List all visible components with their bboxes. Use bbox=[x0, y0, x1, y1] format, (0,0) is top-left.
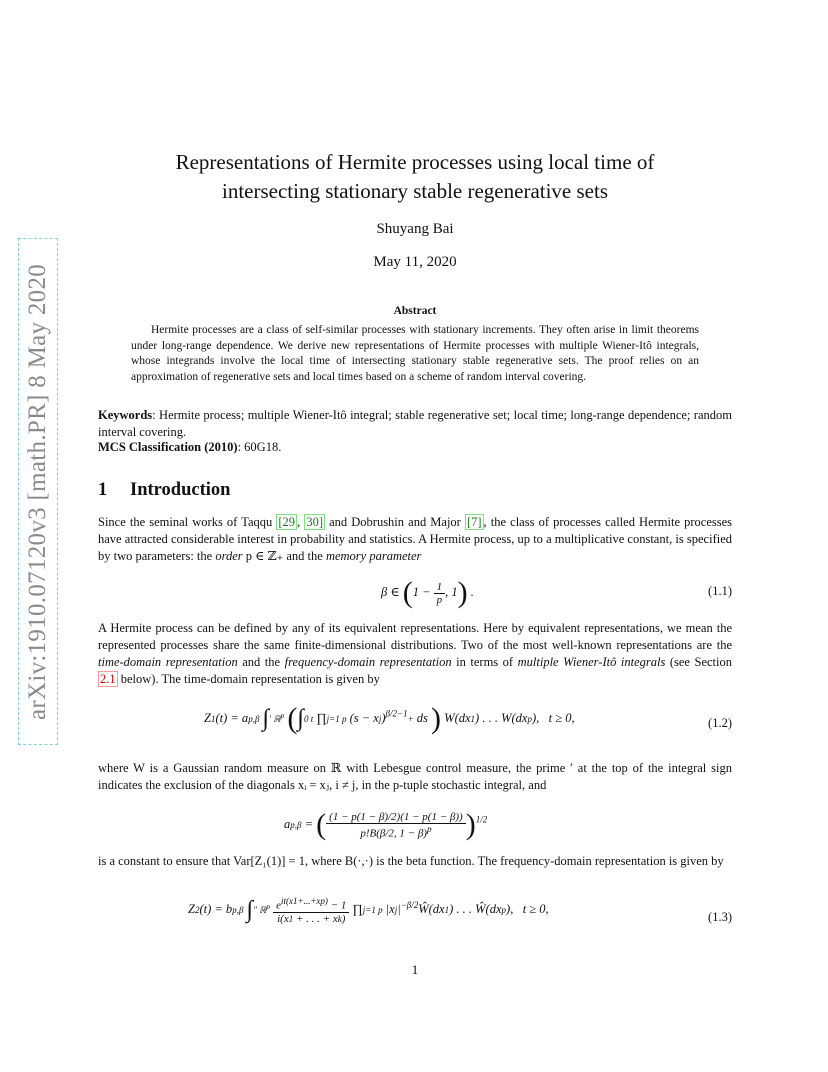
p2-frequency-domain: frequency-domain representation bbox=[284, 655, 452, 669]
p2-mwi: multiple Wiener-Itô integrals bbox=[517, 655, 666, 669]
p2-text-b: and the bbox=[237, 655, 285, 669]
equation-tag: (1.1) bbox=[708, 584, 732, 598]
equation-tag: (1.3) bbox=[708, 910, 732, 924]
paragraph-1: Since the seminal works of Taqqu [29 , 30] and Dobrushin and Major [7] , the class of processes called Hermite processes have attracted considerable interest in probability and statistics. A Hermite process, up to a multiplicative constant, is specified by two parameters: the order p ∈ ℤ₊ and the memory parameter bbox=[98, 515, 733, 563]
msc-text: : 60G18. bbox=[237, 440, 282, 454]
p1-text-d: p ∈ ℤ₊ and the bbox=[242, 549, 326, 563]
p2-time-domain: time-domain representation bbox=[98, 655, 238, 669]
section-title: Introduction bbox=[130, 480, 231, 500]
date: May 11, 2020 bbox=[373, 254, 457, 270]
abstract-heading: Abstract bbox=[393, 305, 437, 317]
p1-text-a: Since the seminal works of Taqqu bbox=[98, 515, 277, 529]
author: Shuyang Bai bbox=[376, 221, 454, 237]
equation-1-1: β ∈ (1 − $\frac{1}{p}$ , 1) . (1.1) bbox=[381, 576, 732, 609]
keywords-text: : Hermite process; multiple Wiener-Itô integral; stable regenerative set; local time; long-range dependence; random interval covering. bbox=[98, 408, 732, 439]
section-number: 1 bbox=[98, 480, 108, 500]
paper-title bbox=[98, 148, 732, 206]
citation-link[interactable]: [29 bbox=[278, 515, 296, 529]
title-line-2: intersecting stationary stable regenerative sets bbox=[221, 179, 609, 203]
page-number: 1 bbox=[411, 962, 419, 977]
equation-1-2: Z1(t) = ap,β ∫′ ℝ$^p$ (∫0 t ∏j=1 p (s − xj)$^{\beta/2-1}$+ ds ) W(dx1) . . . W(dxp), t ≥ 0, (1.2) bbox=[204, 702, 732, 735]
arxiv-stamp-text: arXiv:1910.07120v3 [math.PR] 8 May 2020 bbox=[24, 263, 51, 720]
p2-text-c: in terms of bbox=[451, 655, 518, 669]
p2-text-e: below). The time-domain representation is given by bbox=[117, 672, 380, 686]
paragraph-4: is a constant to ensure that Var[Z₁(1)] = 1, where B(·,·) is the beta function. The frequency-domain representation is given by bbox=[98, 854, 724, 868]
equation-1-3: Z2(t) = bp,β ∫″ ℝ$^p$ $\frac{e^{it(x1+...+xp)} - 1}{i(x1 + . . . + xk)}$ ∏j=1 p $|xj|^{-\beta/2}Ŵ(dx1)$ . . . Ŵ(dxp), t ≥ 0, (1.3) bbox=[188, 896, 732, 925]
p1-order: order bbox=[215, 549, 243, 563]
p1-text-b: and Dobrushin and Major bbox=[324, 515, 465, 529]
equation-constant: ap,β = ( $\frac{(1 - p(1 - \beta)/2)(1 - p(1 - \beta))}{p!B(\beta/2, 1 - \beta)^p}$ )$^{1/2}$ bbox=[284, 808, 488, 841]
title-line-1: Representations of Hermite processes using local time of bbox=[175, 150, 655, 174]
paragraph-3: where W is a Gaussian random measure on ℝ with Lebesgue control measure, the prime ′ at the top of the integral sign indicates the exclusion of the diagonals xᵢ = xⱼ, i ≠ j, in the p-tuple stochastic integral, and bbox=[98, 761, 732, 792]
keywords-label: Keywords bbox=[98, 408, 153, 422]
msc-classification bbox=[98, 440, 732, 455]
arxiv-stamp bbox=[18, 238, 58, 745]
paragraph-2 bbox=[98, 620, 732, 688]
section-heading bbox=[98, 480, 230, 501]
citation-link[interactable]: 30] bbox=[306, 515, 323, 529]
equation-tag: (1.2) bbox=[708, 716, 732, 730]
p1-memory: memory parameter bbox=[325, 549, 422, 563]
msc-label: MCS Classification (2010) bbox=[98, 440, 238, 454]
p2-text-d: (see Section bbox=[665, 655, 733, 669]
section-link[interactable]: 2.1 bbox=[100, 672, 116, 686]
p2-text-a: A Hermite process can be defined by any of its equivalent representations. Here by equivalent representations, we mean the represented processes share the same finite-dimensional distributions. Two of the most well-known representations are the bbox=[98, 621, 732, 652]
citation-link[interactable]: [7] bbox=[466, 515, 482, 529]
abstract-body: Hermite processes are a class of self-similar processes with stationary increments. They often arise in limit theorems under long-range dependence. We derive new representations of Hermite processes with multiple Wiener-Itô integrals, whose integrands involve the local time of intersecting stationary stable regenerative sets. The proof relies on an approximation of regenerative sets and local times based on a scheme of random interval covering. bbox=[131, 324, 699, 383]
keywords bbox=[98, 407, 732, 440]
p1-text-c: , the class of processes called Hermite processes have attracted considerable interest in probability and statistics. A Hermite process, up to a multiplicative constant, is specified by two parameters: the bbox=[98, 515, 733, 563]
